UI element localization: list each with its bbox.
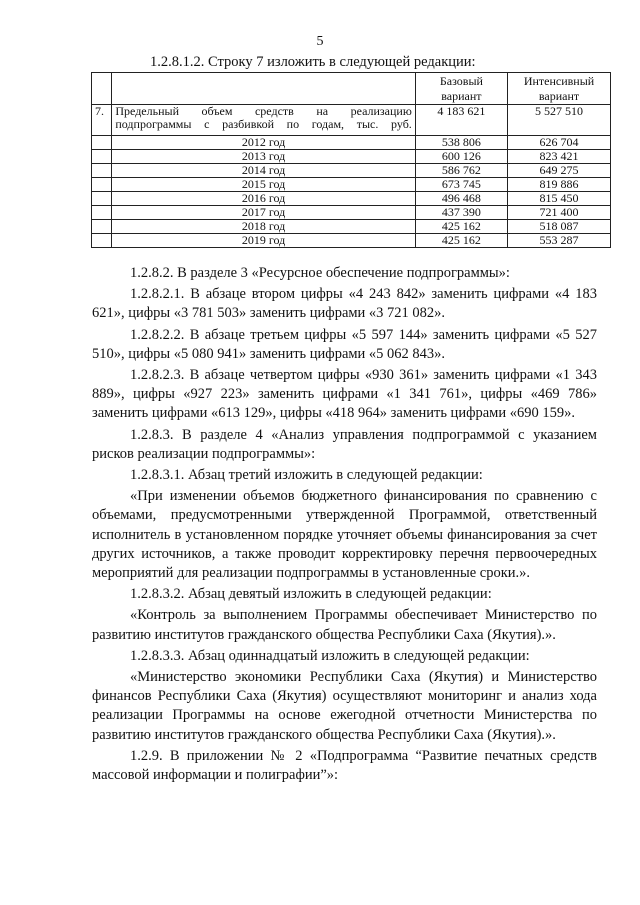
year-num-cell: [92, 178, 112, 192]
year-rows: [92, 136, 611, 248]
header-intensive-variant: Интенсивный вариант: [508, 73, 611, 105]
paragraph: 1.2.8.2.2. В абзаце третьем цифры «5 597 144» заменить цифрами «5 527 510», цифры «5 080 941» заменить цифрами «5 062 843».: [92, 326, 597, 362]
year-base-value: 673 745: [415, 178, 507, 192]
year-label: 2017 год: [112, 206, 415, 220]
year-base-value: 425 162: [415, 234, 507, 248]
year-intensive-value: 649 275: [508, 164, 611, 178]
row-total-base: 4 183 621: [415, 105, 507, 136]
year-num-cell: [92, 164, 112, 178]
paragraph: 1.2.8.2.3. В абзаце четвертом цифры «930 361» заменить цифрами «1 343 889», цифры «927 223» заменить цифрами «1 341 761», цифры «469 786» заменить цифрами «613 129», цифры «418 964» заменить цифрами «690 159».: [92, 367, 597, 422]
funding-table: [91, 72, 611, 248]
page-number: 5: [316, 34, 324, 49]
year-num-cell: [92, 206, 112, 220]
table-row: [92, 178, 611, 192]
year-label: 2016 год: [112, 192, 415, 206]
year-intensive-value: 626 704: [508, 136, 611, 150]
table-row: [92, 136, 611, 150]
year-base-value: 600 126: [415, 150, 507, 164]
year-label: 2019 год: [112, 234, 415, 248]
paragraph: 1.2.8.3.1. Абзац третий изложить в следующей редакции:: [130, 467, 483, 484]
paragraph: 1.2.8.2.1. В абзаце втором цифры «4 243 842» заменить цифрами «4 183 621», цифры «3 781 503» заменить цифрами «3 721 082».: [92, 286, 597, 322]
year-label: 2015 год: [112, 178, 415, 192]
header-name-cell: [112, 73, 415, 105]
year-intensive-value: 823 421: [508, 150, 611, 164]
year-label: 2012 год: [112, 136, 415, 150]
paragraph: «При изменении объемов бюджетного финансирования по сравнению с объемами, предусмотренными утвержденной Программой, ответственный исполнитель в установленном порядке уточняет объемы финансирования за счет других источников, а также проводит корректировку перечня первоочередных мероприятий для реализации подпрограммы в установленные сроки.».: [92, 488, 597, 582]
table-row: [92, 192, 611, 206]
year-num-cell: [92, 220, 112, 234]
year-label: 2014 год: [112, 164, 415, 178]
year-base-value: 437 390: [415, 206, 507, 220]
year-num-cell: [92, 150, 112, 164]
header-base-variant: Базовый вариант: [415, 73, 507, 105]
paragraph: 1.2.8.3.3. Абзац одиннадцатый изложить в следующей редакции:: [130, 647, 530, 664]
row-label: Предельный объем средств на реализацию подпрограммы с разбивкой по годам, тыс. руб.: [112, 105, 415, 136]
year-intensive-value: 721 400: [508, 206, 611, 220]
table-row: [92, 206, 611, 220]
year-num-cell: [92, 136, 112, 150]
year-base-value: 496 468: [415, 192, 507, 206]
body-text: [92, 264, 597, 785]
year-base-value: 538 806: [415, 136, 507, 150]
row-total-intensive: 5 527 510: [508, 105, 611, 136]
row-number: 7.: [92, 105, 112, 136]
year-base-value: 586 762: [415, 164, 507, 178]
table-row-7: [92, 105, 611, 136]
year-label: 2013 год: [112, 150, 415, 164]
year-label: 2018 год: [112, 220, 415, 234]
table-row: [92, 220, 611, 234]
table-row: [92, 234, 611, 248]
table-row: [92, 164, 611, 178]
paragraph: 1.2.8.3. В разделе 4 «Анализ управления подпрограммой с указанием рисков реализации подпрограммы»:: [92, 426, 597, 462]
header-num-cell: [92, 73, 112, 105]
paragraph: 1.2.8.2. В разделе 3 «Ресурсное обеспечение подпрограммы»:: [130, 265, 510, 281]
table-header-row: [92, 73, 611, 105]
year-intensive-value: 819 886: [508, 178, 611, 192]
year-intensive-value: 518 087: [508, 220, 611, 234]
year-base-value: 425 162: [415, 220, 507, 234]
paragraph: 1.2.9. В приложении № 2 «Подпрограмма “Развитие печатных средств массовой информации и полиграфии”»:: [92, 747, 597, 784]
year-intensive-value: 815 450: [508, 192, 611, 206]
year-num-cell: [92, 192, 112, 206]
paragraph: «Контроль за выполнением Программы обеспечивает Министерство по развитию институтов гражданского общества Республики Саха (Якутия).».: [92, 607, 597, 643]
section-heading: 1.2.8.1.2. Строку 7 изложить в следующей редакции:: [150, 54, 476, 70]
paragraph: 1.2.8.3.2. Абзац девятый изложить в следующей редакции:: [130, 586, 492, 603]
year-num-cell: [92, 234, 112, 248]
year-intensive-value: 553 287: [508, 234, 611, 248]
table-row: [92, 150, 611, 164]
paragraph: «Министерство экономики Республики Саха (Якутия) и Министерство финансов Республики Саха (Якутия) осуществляют мониторинг и анализ хода реализации Программы на основе ежегодной отчетности Министерства по развитию институтов гражданского общества Республики Саха (Якутия).».: [92, 669, 597, 743]
